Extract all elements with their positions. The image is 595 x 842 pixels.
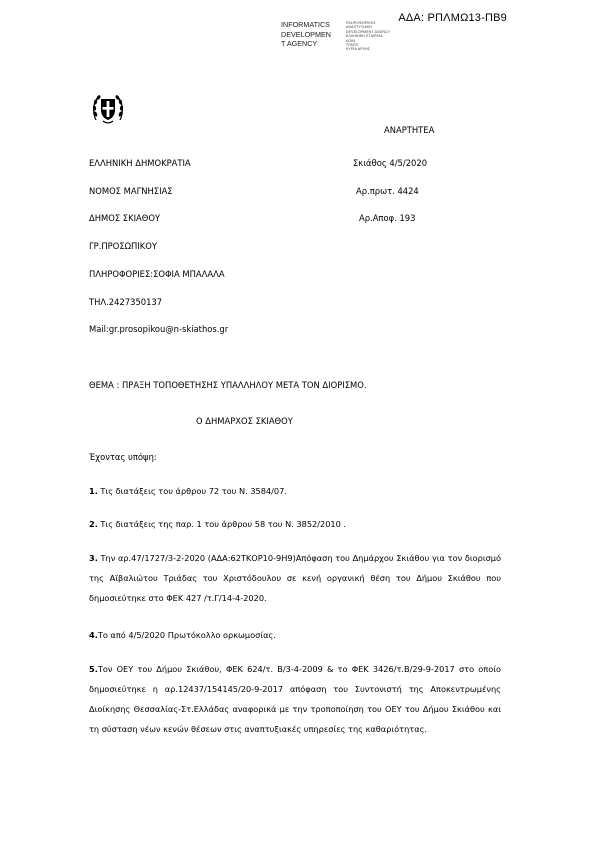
place-date: Σκιάθος 4/5/2020: [353, 158, 428, 168]
considering-item: [89, 625, 501, 645]
item-text: Τις διατάξεις της παρ. 1 του άρθρου 58 του Ν. 3852/2010 .: [100, 519, 347, 529]
ida-logo-line: INFORMATICS: [281, 20, 330, 29]
header-email: Mail:gr.prosopikou@n-skiathos.gr: [89, 324, 229, 334]
header-department: ΓΡ.ΠΡΟΣΩΠΙΚΟΥ: [89, 241, 157, 251]
ida-logo-greek-line: DEVELOPMENT AGENCY: [346, 29, 391, 34]
item-number: 5.: [89, 664, 98, 674]
posting-label: ΑΝΑΡΤΗΤΕΑ: [384, 125, 435, 135]
header-country: ΕΛΛΗΝΙΚΗ ΔΗΜΟΚΡΑΤΙΑ: [89, 158, 191, 168]
ida-logo-greek-line: ΚΟΙΝ: [346, 38, 355, 43]
header-municipality: ΔΗΜΟΣ ΣΚΙΑΘΟΥ: [89, 213, 161, 223]
item-number: 4.: [89, 630, 98, 640]
header-prefecture: ΝΟΜΟΣ ΜΑΓΝΗΣΙΑΣ: [89, 186, 173, 196]
coat-of-arms-icon: [90, 90, 126, 126]
ida-logo-greek-line: ΚΥΡΙΑ ΑΡΧΗΣ: [346, 47, 371, 52]
item-number: 1.: [89, 486, 98, 496]
ida-logo-line: DEVELOPMEN: [281, 29, 331, 39]
ida-logo-greek-line: ΕΛΛΗΝΙΚΗ ΕΤΑΙΡΕΙΑ: [346, 34, 383, 39]
header-contact-person: ΠΛΗΡΟΦΟΡΙΕΣ:ΣΟΦΙΑ ΜΠΑΛΑΛΑ: [89, 269, 225, 279]
considering-item: [89, 548, 501, 608]
ida-logo-greek-line: ΤΡΑΠΟ: [346, 43, 359, 48]
ida-logo-greek-line: ΠΛΗΡΟΦΟΡΙΚΗΣ: [346, 21, 376, 25]
considering-item: [89, 481, 501, 501]
decision-number: Αρ.Αποφ. 193: [359, 213, 416, 223]
item-number: 2.: [89, 519, 98, 529]
item-text: Το από 4/5/2020 Πρωτόκολλο ορκωμοσίας.: [97, 630, 276, 640]
considering-item: [89, 659, 501, 739]
protocol-number: Αρ.πρωτ. 4424: [356, 186, 419, 196]
ida-logo-greek: [346, 21, 390, 52]
considering-intro: Έχοντας υπόψη:: [89, 452, 157, 462]
header-phone: ΤΗΛ.2427350137: [89, 297, 163, 307]
item-text: Τις διατάξεις του άρθρου 72 του Ν. 3584/07.: [100, 486, 287, 496]
item-text: Τον ΟΕΥ του Δήμου Σκιάθου, ΦΕΚ 624/τ. Β/3-4-2009 & το ΦΕΚ 3426/τ.Β/29-9-2017 στο οποίο δημοσιεύτηκε η αρ.12437/154145/20-9-2017 απόφαση του Συντονιστή της Αποκεντρωμένης Διοίκησης Θεσσαλίας-Στ.Ελλάδας αναφορικά με την τροποποίηση του ΟΕΥ του Δήμου Σκιάθου και τη σύσταση νέων κενών θέσεων στις αναπτυξιακές υπηρεσίες της καθαριότητας.: [89, 664, 501, 734]
item-number: 3.: [89, 553, 98, 563]
item-text: Την αρ.47/1727/3-2-2020 (ΑΔΑ:62ΤΚΟΡ10-9Η9)Απόφαση του Δημάρχου Σκιάθου για τον διορισμό της Αϊβαλιώτου Τριάδας του Χριστόδουλου σε κενή οργανική θέση του Δήμου Σκιάθου που δημοσιεύτηκε στο ΦΕΚ 427 /τ.Γ/14-4-2020.: [89, 553, 501, 603]
ida-logo-english: [281, 20, 331, 49]
ida-logo-greek-line: ΑΝΑΠΤΥΞΙΑΚΗ: [346, 25, 373, 30]
ida-logo-line: T AGENCY: [281, 39, 318, 48]
mayor-heading: Ο ΔΗΜΑΡΧΟΣ ΣΚΙΑΘΟΥ: [196, 416, 293, 426]
subject-line: ΘΕΜΑ : ΠΡΑΞΗ ΤΟΠΟΘΕΤΗΣΗΣ ΥΠΑΛΛΗΛΟΥ ΜΕΤΑ ΤΟΝ ΔΙΟΡΙΣΜΟ.: [89, 380, 367, 390]
considering-item: [89, 514, 501, 534]
ada-code: ΑΔΑ: ΡΠΛΜΩ13-ΠΒ9: [398, 12, 507, 24]
